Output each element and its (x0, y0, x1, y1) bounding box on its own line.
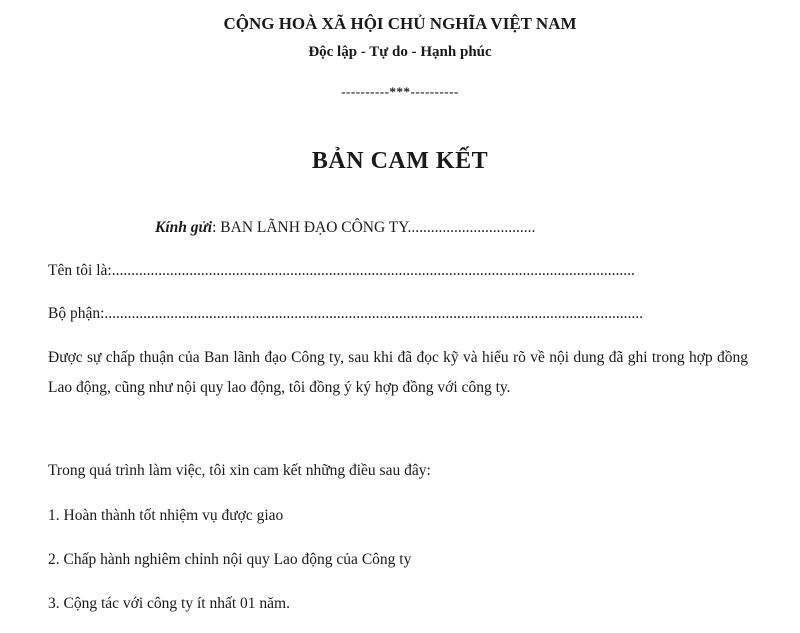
intro-paragraph: Được sự chấp thuận của Ban lãnh đạo Công ty, sau khi đã đọc kỹ và hiểu rõ về nội dung đã ghi trong hợp đồng Lao động, cũng như nội quy lao động, tôi đồng ý ký hợp đồng với công ty. (48, 349, 748, 396)
recipient-value: : BAN LÃNH ĐẠO CÔNG TY................................. (212, 219, 536, 236)
recipient-label: Kính gửi (155, 219, 213, 236)
commitment-item-2: 2. Chấp hành nghiêm chỉnh nội quy Lao động của Công ty (48, 551, 412, 568)
document-title: BẢN CAM KẾT (311, 148, 489, 174)
recipient-line (155, 219, 535, 237)
commitment-item-3: 3. Cộng tác với công ty ít nhất 01 năm. (48, 595, 290, 612)
name-field: Tên tôi là:....................................................................................................................................... (48, 262, 635, 279)
header-divider: ----------***---------- (341, 84, 459, 99)
department-field: Bộ phận:........................................................................................................................................... (48, 305, 644, 322)
commitment-lead: Trong quá trình làm việc, tôi xin cam kết những điều sau đây: (48, 462, 431, 479)
national-title: CỘNG HOÀ XÃ HỘI CHỦ NGHĨA VIỆT NAM (223, 14, 577, 33)
commitment-item-1: 1. Hoàn thành tốt nhiệm vụ được giao (48, 507, 284, 524)
national-motto: Độc lập - Tự do - Hạnh phúc (308, 44, 492, 60)
